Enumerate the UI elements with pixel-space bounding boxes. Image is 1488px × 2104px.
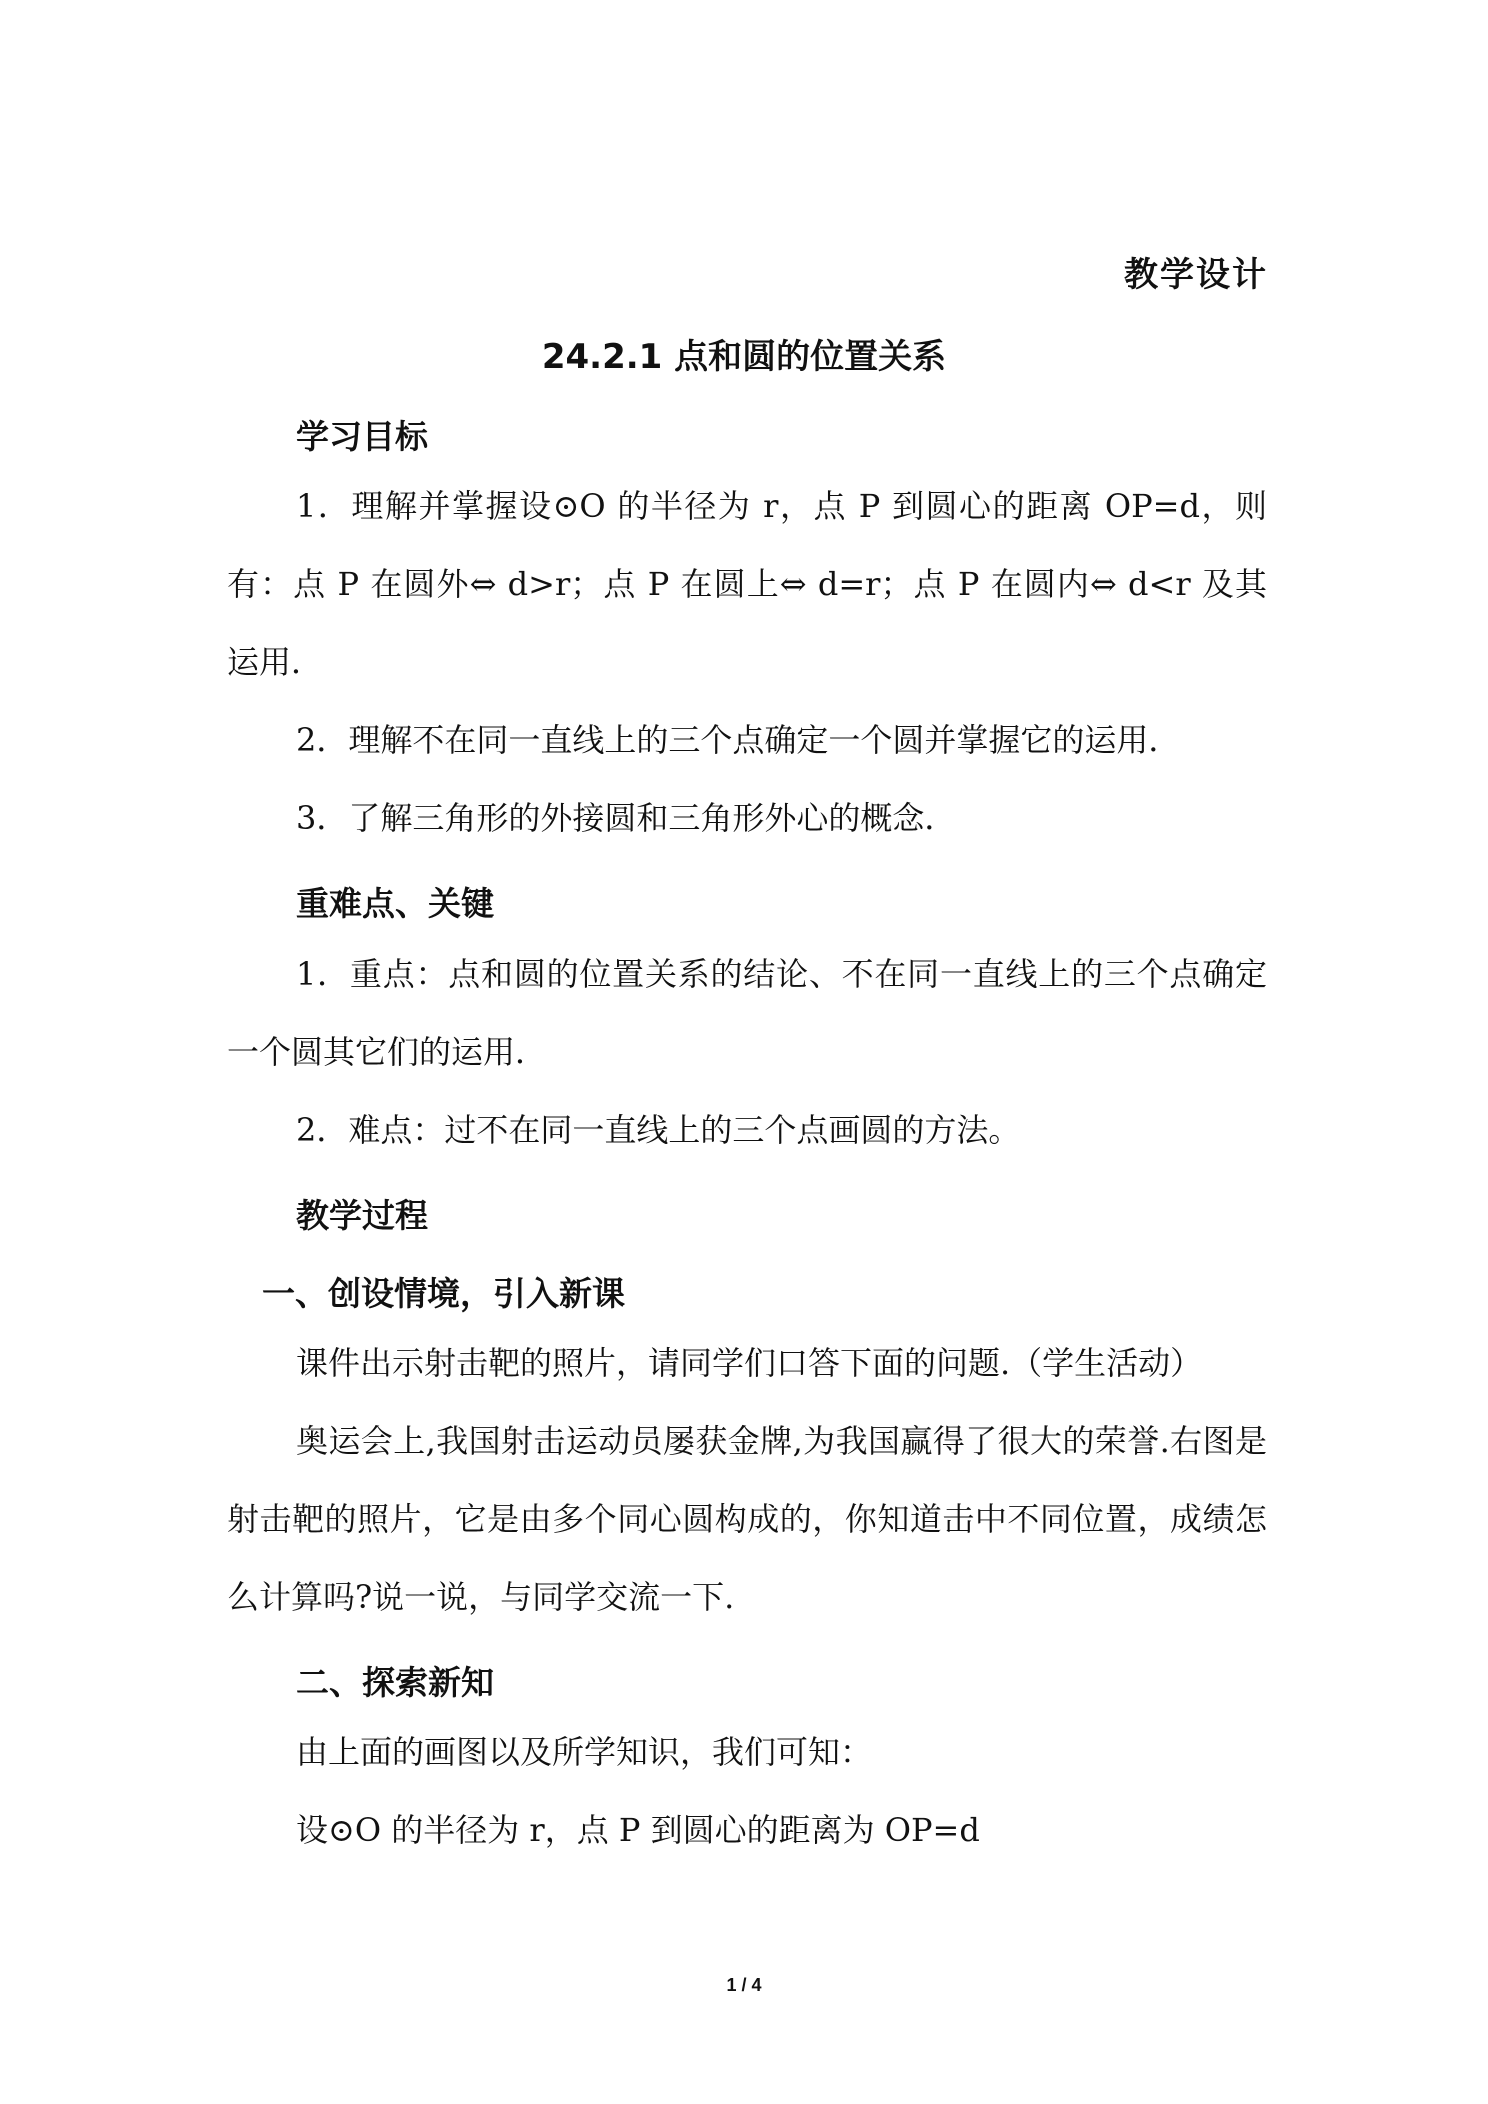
part2-item-2: 设⊙O 的半径为 r，点 P 到圆心的距离为 OP=d: [296, 1811, 980, 1849]
objective-item-2: 2．理解不在同一直线上的三个点确定一个圆并掌握它的运用．: [296, 721, 1181, 759]
key-point-item-2: 2．难点：过不在同一直线上的三个点画圆的方法。: [296, 1111, 1021, 1149]
document-title: 24.2.1 点和圆的位置关系: [541, 337, 947, 377]
key-point-item-1: 1．重点：点和圆的位置关系的结论、不在同一直线上的三个点确定一个圆其它们的运用．: [227, 955, 1267, 1071]
process-heading: 教学过程: [296, 1196, 428, 1235]
part2-item-1: 由上面的画图以及所学知识，我们可知：: [296, 1733, 873, 1771]
document-label: 教学设计: [1124, 255, 1268, 295]
objective-item-1: 1．理解并掌握设⊙O 的半径为 r，点 P 到圆心的距离 OP=d，则有：点 P 在圆外⇔ d>r；点 P 在圆上⇔ d=r；点 P 在圆内⇔ d<r 及其运用．: [227, 487, 1267, 681]
part1-heading: 一、创设情境，引入新课: [262, 1274, 625, 1313]
key-points-heading: 重难点、关键: [296, 884, 494, 923]
part2-heading: 二、探索新知: [296, 1663, 494, 1702]
objective-item-3: 3．了解三角形的外接圆和三角形外心的概念．: [296, 799, 957, 837]
part1-item-2: 奥运会上,我国射击运动员屡获金牌,为我国赢得了很大的荣誉.右图是射击靶的照片，它是由多个同心圆构成的，你知道击中不同位置，成绩怎么计算吗?说一说，与同学交流一下.: [227, 1422, 1267, 1616]
part1-item-1: 课件出示射击靶的照片，请同学们口答下面的问题.（学生活动）: [296, 1344, 1203, 1382]
page-number: 1 / 4: [726, 1975, 762, 1995]
objectives-heading: 学习目标: [296, 417, 428, 456]
